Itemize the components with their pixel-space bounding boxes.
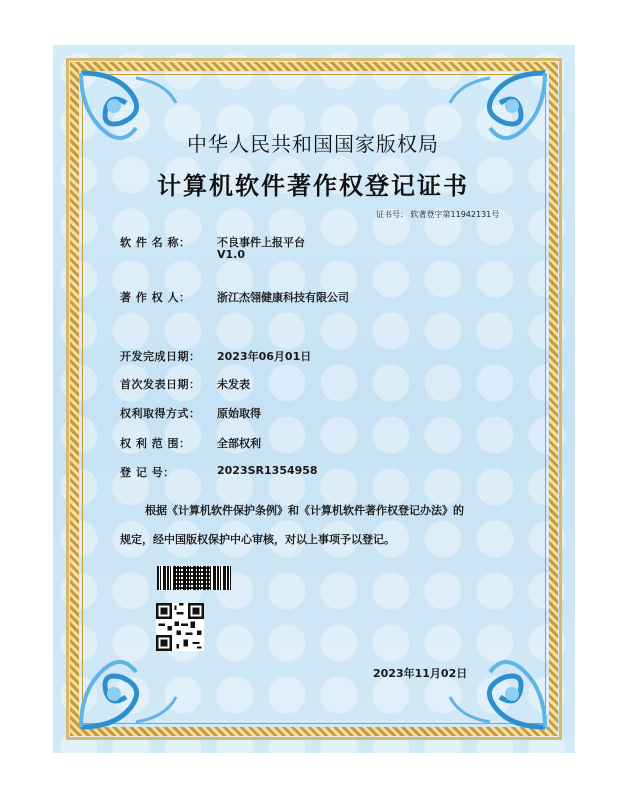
- issuing-authority: 中华人民共和国国家版权局: [187, 132, 439, 156]
- registration-number-value: 2023SR1354958: [217, 464, 318, 477]
- rights-scope-value: 全部权利: [217, 437, 261, 450]
- corner-ornament-bottom-right: [440, 632, 550, 732]
- publish-date-value: 未发表: [217, 378, 250, 391]
- statement-line-1: 根据《计算机软件保护条例》和《计算机软件著作权登记办法》的: [145, 504, 464, 517]
- rights-scope-label: 权 利 范 围：: [120, 437, 191, 450]
- certificate-title: 计算机软件著作权登记证书: [157, 172, 469, 200]
- publish-date-label: 首次发表日期：: [120, 378, 201, 391]
- statement-line-2: 规定，经中国版权保护中心审核，对以上事项予以登记。: [120, 533, 395, 546]
- software-name-value: 不良事件上报平台: [217, 236, 305, 249]
- owner-label: 著 作 权 人：: [120, 291, 191, 304]
- owner-value: 浙江杰翎健康科技有限公司: [217, 291, 349, 304]
- barcode-pattern: [174, 567, 210, 589]
- software-name-label: 软 件 名 称：: [120, 236, 191, 249]
- acquire-method-value: 原始取得: [217, 407, 261, 420]
- software-version: V1.0: [217, 248, 245, 261]
- dev-date-label: 开发完成日期：: [120, 350, 201, 363]
- registration-number-label: 登 记 号：: [120, 466, 175, 479]
- dev-date-value: 2023年06月01日: [217, 350, 312, 363]
- qr-code: [156, 603, 204, 651]
- issue-date: 2023年11月02日: [373, 667, 468, 680]
- certificate-number: 证书号： 软著登字第11942131号: [376, 210, 500, 219]
- acquire-method-label: 权利取得方式：: [120, 407, 201, 420]
